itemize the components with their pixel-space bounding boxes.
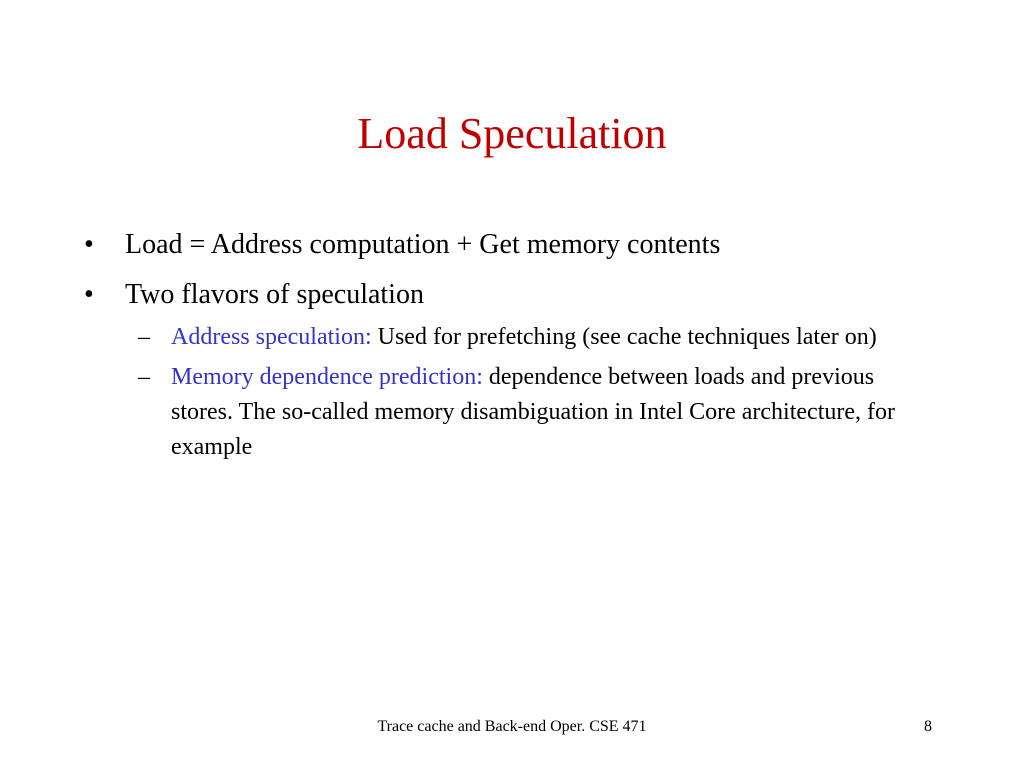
sub-bullet-text: dependence between loads and previous stores. The so-called memory disambiguation in Intel Core architecture, for example <box>171 364 895 460</box>
sub-bullet-item <box>84 320 914 355</box>
dash-marker: – <box>138 364 150 390</box>
slide-footer: Trace cache and Back-end Oper. CSE 471 <box>377 718 647 735</box>
sub-bullet-item <box>84 360 914 465</box>
bullet-text: Two flavors of speculation <box>125 279 424 310</box>
bullet-item <box>84 228 914 262</box>
sub-bullet-term: Address speculation: <box>171 324 378 350</box>
bullet-marker: • <box>84 279 94 310</box>
bullet-text: Load = Address computation + Get memory contents <box>125 229 721 260</box>
sub-bullet-text: Used for prefetching (see cache techniques later on) <box>377 324 877 350</box>
page-number: 8 <box>924 718 932 735</box>
slide-title: Load Speculation <box>357 109 667 158</box>
slide-body <box>84 228 914 470</box>
dash-marker: – <box>138 324 150 350</box>
bullet-item <box>84 278 914 312</box>
sub-bullet-list <box>84 320 914 465</box>
bullet-marker: • <box>84 229 94 260</box>
sub-bullet-term: Memory dependence prediction: <box>171 364 489 390</box>
